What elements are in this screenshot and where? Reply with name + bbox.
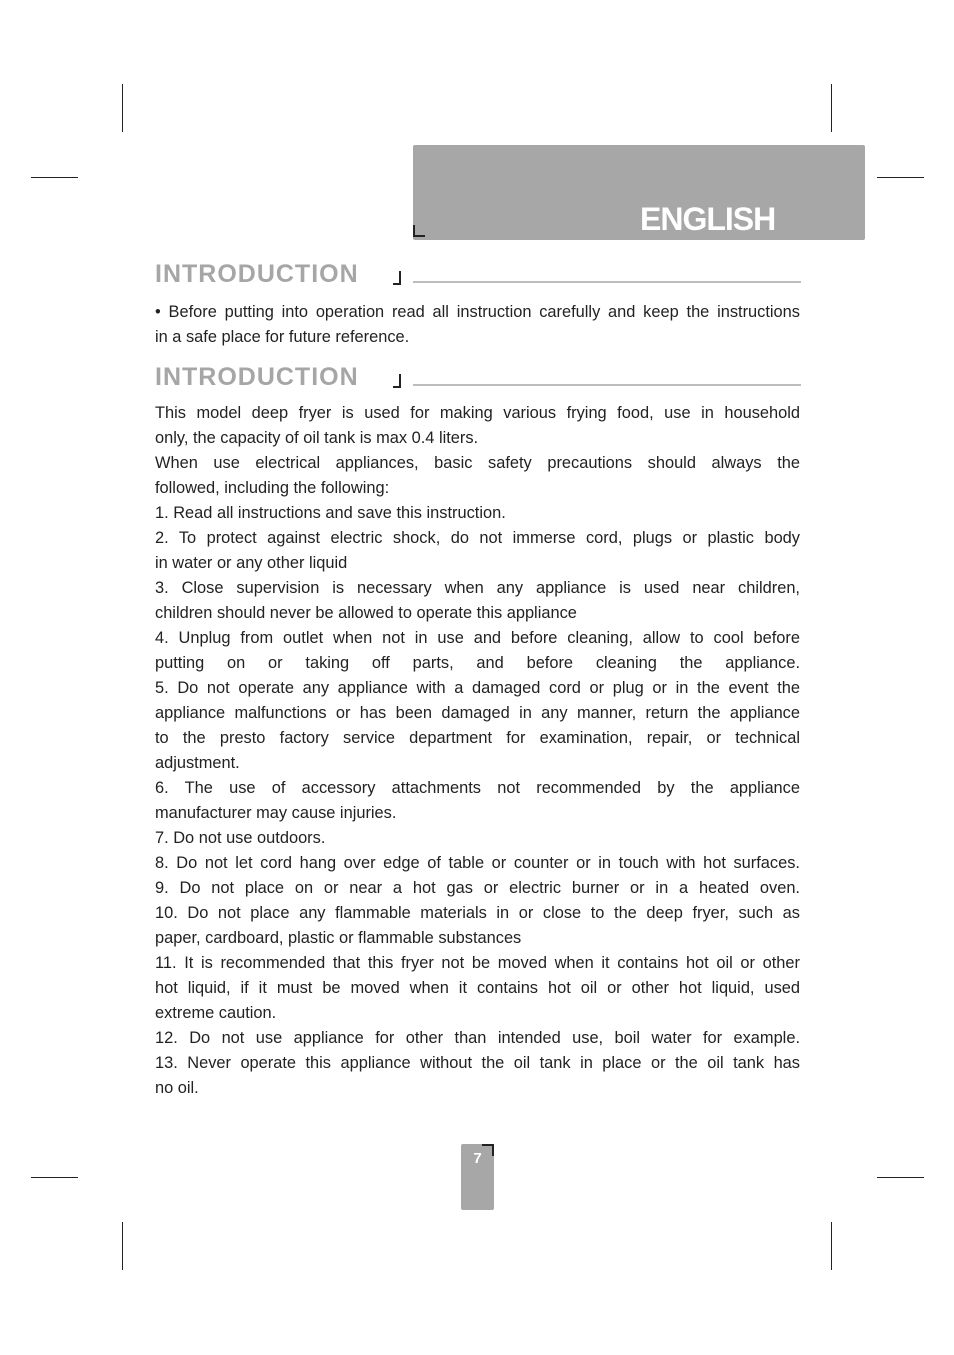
heading-rule [413,281,801,283]
language-title: ENGLISH [640,201,776,237]
safety-instructions [155,401,800,1101]
text-line: appliance malfunctions or has been damaged in any manner, return the appliance [155,704,800,722]
text-line: hot liquid, if it must be moved when it contains hot oil or other hot liquid, used [155,979,800,997]
section-heading-text: INTRODUCTION [155,260,359,288]
text-line: 11. It is recommended that this fryer not be moved when it contains hot oil or other [155,954,800,972]
intro-note [155,300,800,350]
section-heading-1 [155,259,801,293]
crop-mark-top-left-horizontal [31,177,78,178]
banner-corner-mark [413,225,425,237]
text-line: manufacturer may cause injuries. [155,804,397,822]
text-line: This model deep fryer is used for making various frying food, use in household [155,404,800,422]
crop-mark-bottom-right-vertical [831,1222,832,1270]
text-line: in a safe place for future reference. [155,328,410,346]
text-line: in water or any other liquid [155,554,348,572]
text-line: 1. Read all instructions and save this instruction. [155,504,506,522]
text-line: 12. Do not use appliance for other than intended use, boil water for example. [155,1029,800,1047]
text-line: 8. Do not let cord hang over edge of table or counter or in touch with hot surfaces. [155,854,800,872]
text-line: 10. Do not place any flammable materials in or close to the deep fryer, such as [155,904,800,922]
crop-mark-bottom-right-horizontal [877,1177,924,1178]
heading-corner-mark [393,374,401,388]
heading-corner-mark [393,271,401,285]
crop-mark-top-right-horizontal [877,177,924,178]
page-number: 7 [473,1150,482,1167]
text-line: • Before putting into operation read all instruction carefully and keep the instructions [155,303,800,321]
crop-mark-top-left-vertical [122,84,123,132]
section-heading-2 [155,362,801,396]
crop-mark-top-right-vertical [831,84,832,132]
text-line: 5. Do not operate any appliance with a damaged cord or plug or in the event the [155,679,800,697]
crop-mark-bottom-left-vertical [122,1222,123,1270]
text-line: 9. Do not place on or near a hot gas or electric burner or in a heated oven. [155,879,800,897]
crop-mark-bottom-left-horizontal [31,1177,78,1178]
text-line: adjustment. [155,754,240,772]
section-heading-text: INTRODUCTION [155,363,359,391]
text-line: extreme caution. [155,1004,277,1022]
text-line: putting on or taking off parts, and before cleaning the appliance. [155,654,800,672]
text-line: children should never be allowed to operate this appliance [155,604,577,622]
text-line: When use electrical appliances, basic safety precautions should always the [155,454,800,472]
text-line: 3. Close supervision is necessary when any appliance is used near children, [155,579,800,597]
text-line: paper, cardboard, plastic or flammable substances [155,929,522,947]
text-line: to the presto factory service department for examination, repair, or technical [155,729,800,747]
heading-rule [413,384,801,386]
text-line: 6. The use of accessory attachments not recommended by the appliance [155,779,800,797]
text-line: 4. Unplug from outlet when not in use and before cleaning, allow to cool before [155,629,800,647]
text-line: followed, including the following: [155,479,390,497]
text-line: 2. To protect against electric shock, do not immerse cord, plugs or plastic body [155,529,800,547]
text-line: 13. Never operate this appliance without the oil tank in place or the oil tank has [155,1054,800,1072]
text-line: only, the capacity of oil tank is max 0.4 liters. [155,429,479,447]
text-line: no oil. [155,1079,199,1097]
text-line: 7. Do not use outdoors. [155,829,326,847]
